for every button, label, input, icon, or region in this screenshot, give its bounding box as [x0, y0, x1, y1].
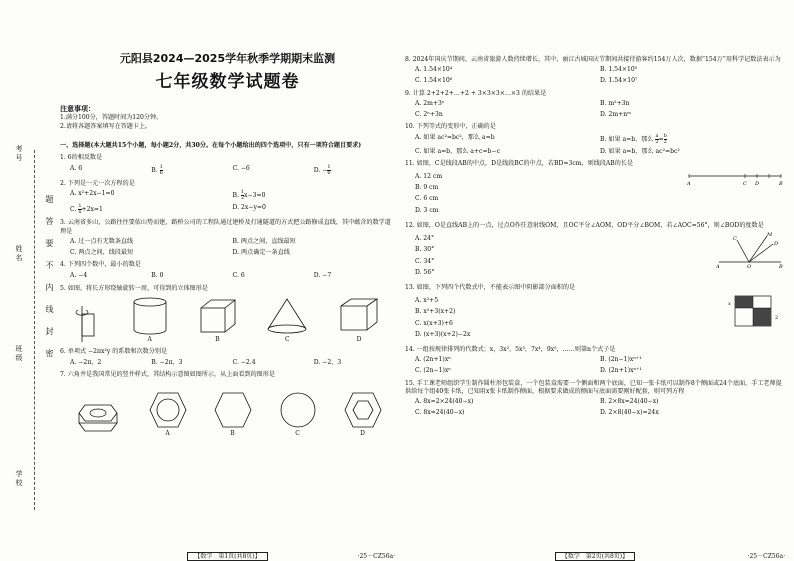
- question-9: 9. 计算 2+2+2+…+2 + 3×3×3×…×3 的结果是: [405, 89, 547, 97]
- option-label: D: [360, 430, 365, 438]
- svg-text:M: M: [767, 232, 773, 239]
- question-7: 7. 六角井是我国常见的竖井样式，其结构示意图如图所示，从上面看到的图形是: [60, 371, 275, 379]
- option: B. $\frac{1}{2}$ x−3=0: [232, 189, 266, 202]
- option: C. $\frac{1}{x}$ +2x=1: [70, 203, 103, 216]
- question-8: 8. 2024年国庆节期间，云南省旅游人数持续增长，其中，丽江古城国庆节期间共接待游客约154万人次，数据“154万”用科学记数法表示为: [405, 56, 781, 63]
- option: A. (2n+1)xⁿ: [415, 356, 451, 364]
- option: A. 如果 ac²=bc²，那么 a=b: [415, 133, 495, 141]
- option-label: B: [230, 430, 235, 438]
- option: A. 6: [70, 165, 83, 173]
- question-4: 4. 下列四个数中，最小的数是: [60, 261, 141, 269]
- option: A. 2m+3ⁿ: [415, 99, 445, 107]
- svg-text:x: x: [728, 301, 731, 308]
- question-6: 6. 单项式 −2πx²y 的系数和次数分别是: [60, 347, 168, 355]
- exam-title: 元阳县2024—2025学年秋季学期期末监测: [119, 52, 336, 65]
- prism-figure: [337, 296, 381, 344]
- option: D. 56°: [415, 268, 435, 276]
- field-name: 姓名: [15, 245, 23, 263]
- q13-options: [415, 294, 725, 342]
- option: D. −2，3: [313, 359, 342, 367]
- option: D. 两点确定一条直线: [232, 248, 290, 256]
- question-3: 3. 云南省多山，公路往往要依山势而建，路桥公司的工程队通过建桥及打通隧道的方式把公路修成直线，其中蕴含的数学道理是: [60, 219, 391, 235]
- option: B. 两点之间，直线最短: [232, 237, 296, 245]
- page-1: [60, 48, 395, 560]
- q8-options: [415, 66, 785, 85]
- q4-options: [70, 272, 395, 280]
- option: B. 如果 a=b，那么 $\frac{a}{2}$ = $\frac{b}{2}$: [600, 132, 667, 145]
- svg-text:A: A: [716, 264, 720, 271]
- option: A. 8x=2×24(40−x): [415, 398, 474, 406]
- area-figure: [725, 292, 785, 332]
- option: D. (x+3)(x+2)−2x: [415, 330, 471, 338]
- q9-options: [415, 100, 785, 119]
- option: B. x²+3(x+2): [415, 308, 456, 316]
- option: B. 0: [151, 272, 164, 280]
- question-1: 1. 6的相反数是: [60, 153, 103, 161]
- option: B. 1.54×10⁵: [600, 66, 638, 74]
- option: C. x(x+3)+6: [415, 319, 453, 327]
- option: C. 6 cm: [415, 195, 439, 203]
- q11-block: [405, 168, 785, 218]
- q10-options: [415, 134, 785, 156]
- cone-figure: [265, 296, 309, 344]
- option: A. 24°: [415, 235, 435, 243]
- option: A. −2π，2: [70, 359, 102, 367]
- question-2: 2. 下列是一元一次方程的是: [60, 180, 135, 188]
- paper-code: ·25－CZ56a·: [357, 553, 395, 560]
- option: B. 30°: [415, 246, 435, 254]
- option: D. 2×8(40−x)=24x: [600, 409, 659, 417]
- option: A. −4: [70, 272, 88, 280]
- cube-figure: [197, 296, 237, 344]
- question-12: 12. 如图，O是直线AB上的一点，过点O作任意射线OM，且OC平分∠AOM，OD平分∠BOM，若∠AOC=56°，则∠BOD的度数是: [405, 221, 764, 229]
- svg-text:C: C: [743, 180, 747, 187]
- option: B. (2n−1)xⁿ⁺¹: [600, 356, 642, 364]
- question-5: 5. 如图，将长方形绕轴旋转一周，可得到的立体图形是: [60, 284, 208, 292]
- option: C. −2.4: [232, 359, 256, 367]
- option-label: D: [356, 335, 362, 343]
- q2-options: [70, 190, 395, 215]
- option: D. − $\frac{1}{6}$: [313, 164, 331, 177]
- binding-margin: [0, 0, 58, 561]
- option-label: C: [284, 335, 290, 343]
- question-15: 15. 手工课老师组织学生制作圆柱形包装盒，一个包装盒需要一个侧面和两个底面，已知一张卡纸可以制作8个侧面或24个底面，手工老师提供给每个组40张卡纸，已知用x张卡纸制作侧面，根据要求做成的侧面与底面需要刚好配套，则可列方程: [405, 379, 782, 395]
- option: C. 34°: [415, 257, 435, 265]
- option-label: A: [165, 430, 170, 438]
- paper-code: ·25－CZ56a·: [747, 553, 785, 560]
- svg-text:A: A: [687, 180, 691, 187]
- q3-options: [70, 238, 395, 257]
- circle-figure: [278, 390, 318, 438]
- option: C. 8x=24(40−x): [415, 409, 465, 417]
- hexagon-circle-figure: [148, 390, 188, 438]
- option: A. 过一点有无数条直线: [70, 237, 134, 245]
- q6-options: [70, 359, 395, 367]
- option: B. m²+3n: [600, 99, 630, 107]
- option: D. 3 cm: [415, 206, 439, 214]
- seal-warning: 题答要不内线封密: [45, 195, 54, 371]
- q14-options: [415, 356, 785, 375]
- hex-prism-figure: [73, 399, 123, 439]
- section-heading: 一、选择题(本大题共15个小题，每小题2分，共30分。在每个小题给出的四个选项中，只有一项符合题目要求): [60, 141, 362, 149]
- option: A. 1.54×10⁴: [415, 66, 453, 74]
- option-label: B: [215, 335, 220, 343]
- option: D. 2x−y=0: [232, 204, 266, 212]
- q12-options: [415, 232, 715, 280]
- svg-text:D: D: [774, 241, 779, 248]
- q5-figures: [60, 296, 395, 344]
- option: C. 6: [232, 272, 245, 280]
- q1-options: [70, 165, 395, 176]
- option: D. (2n+1)xⁿ⁺¹: [600, 367, 642, 375]
- q11-options: [415, 170, 685, 218]
- option: A. 12 cm: [415, 172, 443, 180]
- notes-heading: 注意事项：: [60, 103, 95, 113]
- page-2: [405, 56, 785, 560]
- option: D. 2m+nᵐ: [600, 111, 631, 119]
- svg-text:2: 2: [775, 315, 779, 322]
- hexagon-inner-figure: [343, 390, 383, 438]
- option-label: C: [295, 430, 300, 438]
- option: B. 2×8x=24(40−x): [600, 398, 659, 406]
- hexagon-figure: [213, 390, 253, 438]
- option-label: A: [147, 335, 152, 343]
- option: B. $\frac{1}{6}$: [151, 164, 163, 177]
- angle-figure: [715, 230, 785, 270]
- q13-block: [405, 292, 785, 342]
- note-2: 2.请将各题答案填写在答题卡上。: [60, 123, 152, 131]
- page-number: 【数学 第2页(共8页)】: [555, 552, 635, 561]
- rotation-figure: [74, 304, 102, 344]
- svg-text:O: O: [747, 264, 752, 271]
- option: A. x²+5: [415, 297, 439, 305]
- page-number: 【数学 第1页(共8页)】: [187, 552, 267, 561]
- option: C. 两点之间，线段最短: [70, 248, 134, 256]
- field-exam-number: 考号: [15, 145, 23, 163]
- option: D. −7: [313, 272, 332, 280]
- question-13: 13. 如图，下列四个代数式中，不能表示图中阴影部分面积的是: [405, 283, 576, 291]
- option: D. 如果 a=b，那么 ac²=bc²: [600, 147, 680, 155]
- segment-figure: [685, 168, 785, 188]
- field-class: 班级: [15, 345, 23, 363]
- option: C. (2n−1)xⁿ: [415, 367, 451, 375]
- cylinder-figure: [130, 296, 170, 344]
- option: C. 如果 a=b，那么 a+c=b−c: [415, 147, 500, 155]
- q15-options: [415, 398, 785, 417]
- svg-text:B: B: [779, 180, 783, 187]
- svg-text:D: D: [755, 180, 760, 187]
- option: C. 2ⁿ+3n: [415, 111, 443, 119]
- option: C. −6: [232, 165, 250, 173]
- question-14: 14. 一组按规律排列的代数式：x，3x²，5x³，7x⁴，9x⁵，……则第n个式子是: [405, 346, 616, 354]
- option: D. 1.54×10⁷: [600, 77, 638, 85]
- option: B. −2π，3: [151, 359, 183, 367]
- note-1: 1.满分100分，答题时间为120分钟。: [60, 114, 163, 122]
- svg-text:B: B: [779, 264, 783, 271]
- svg-text:C: C: [733, 236, 737, 243]
- q12-block: [405, 230, 785, 280]
- option: C. 1.54×10⁶: [415, 77, 453, 85]
- option: B. 9 cm: [415, 184, 439, 192]
- question-10: 10. 下列等式的变形中，正确的是: [405, 123, 496, 131]
- question-11: 11. 如图，C是线段AB的中点，D是线段BC的中点，若BD=3cm，则线段AB的长是: [405, 159, 634, 167]
- q7-figures: [60, 383, 395, 439]
- field-school: 学校: [15, 470, 23, 488]
- option: A. x²+2x−1=0: [70, 190, 115, 198]
- exam-subtitle: 七年级数学试题卷: [155, 71, 300, 92]
- cut-line: [34, 150, 35, 510]
